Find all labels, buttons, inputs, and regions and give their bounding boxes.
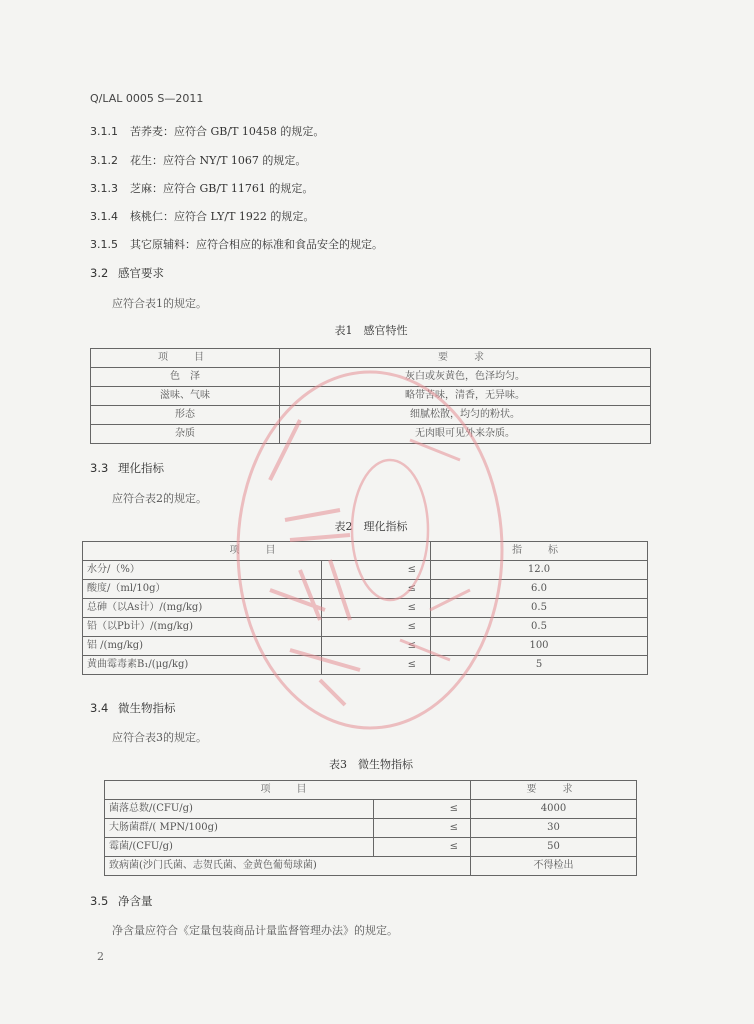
row-requirement: 细腻松散，均匀的粉状。: [280, 406, 651, 425]
clause-3-1-1: [90, 123, 324, 139]
row-item: 致病菌(沙门氏菌、志贺氏菌、金黄色葡萄球菌): [105, 857, 471, 876]
header-index: 指 标: [431, 542, 648, 561]
clause-text: 芝麻：应符合 GB/T 11761 的规定。: [130, 182, 314, 195]
row-operator: ≤: [322, 561, 431, 580]
table-row: [105, 857, 637, 876]
row-operator: ≤: [322, 637, 431, 656]
header-item: 项 目: [83, 542, 431, 561]
row-value: 12.0: [431, 561, 648, 580]
table2-caption: 表2 理化指标: [334, 520, 408, 533]
header-requirement: 要 求: [471, 781, 637, 800]
row-item: 色 泽: [91, 368, 280, 387]
table-row: [83, 599, 648, 618]
clause-text: 花生：应符合 NY/T 1067 的规定。: [130, 154, 307, 167]
row-item: 大肠菌群/( MPN/100g): [105, 819, 374, 838]
section-number: 3.3: [90, 461, 109, 475]
table-row: [91, 387, 651, 406]
section-title: 理化指标: [118, 461, 164, 475]
section-title: 微生物指标: [118, 701, 176, 715]
table1-caption: 表1 感官特性: [334, 324, 408, 337]
clause-3-1-2: [90, 152, 306, 168]
row-operator: ≤: [374, 800, 471, 819]
clause-text: 其它原辅料：应符合相应的标准和食品安全的规定。: [130, 238, 383, 251]
row-value: 30: [471, 819, 637, 838]
table-header-row: [91, 349, 651, 368]
table-row: [83, 618, 648, 637]
row-item: 形态: [91, 406, 280, 425]
section-number: 3.4: [90, 701, 109, 715]
row-item: 铝 /(mg/kg): [83, 637, 322, 656]
table-row: [83, 637, 648, 656]
sensory-table: [90, 348, 651, 444]
table3-caption: 表3 微生物指标: [329, 758, 413, 771]
table-header-row: [105, 781, 637, 800]
clause-3-1-3: [90, 180, 313, 196]
row-item: 黄曲霉毒素B₁/(μg/kg): [83, 656, 322, 675]
row-requirement: 无肉眼可见外来杂质。: [280, 425, 651, 444]
clause-text: 苦荞麦：应符合 GB/T 10458 的规定。: [130, 125, 325, 138]
clause-text: 核桃仁：应符合 LY/T 1922 的规定。: [130, 210, 315, 223]
section-3-5-text: 净含量应符合《定量包装商品计量监督管理办法》的规定。: [112, 924, 398, 937]
row-operator: ≤: [322, 656, 431, 675]
table-row: [105, 838, 637, 857]
row-requirement: 灰白或灰黄色，色泽均匀。: [280, 368, 651, 387]
row-item: 酸度/（ml/10g）: [83, 580, 322, 599]
row-item: 杂质: [91, 425, 280, 444]
row-operator: ≤: [322, 618, 431, 637]
row-value: 100: [431, 637, 648, 656]
clause-number: 3.1.5: [90, 238, 118, 251]
row-item: 总砷（以As计）/(mg/kg): [83, 599, 322, 618]
microbial-table: [104, 780, 637, 876]
row-value: 不得检出: [471, 857, 637, 876]
row-item: 水分/（%）: [83, 561, 322, 580]
table-row: [83, 656, 648, 675]
table-row: [83, 561, 648, 580]
row-operator: ≤: [322, 580, 431, 599]
row-item: 霉菌/(CFU/g): [105, 838, 374, 857]
row-value: 0.5: [431, 599, 648, 618]
table-row: [91, 425, 651, 444]
section-number: 3.2: [90, 266, 109, 280]
header-requirement: 要 求: [280, 349, 651, 368]
row-value: 6.0: [431, 580, 648, 599]
clause-3-1-4: [90, 208, 314, 224]
table-header-row: [83, 542, 648, 561]
table-row: [91, 406, 651, 425]
row-value: 4000: [471, 800, 637, 819]
table-row: [91, 368, 651, 387]
table-row: [105, 800, 637, 819]
section-3-2-text: 应符合表1的规定。: [112, 297, 207, 310]
row-item: 滋味、气味: [91, 387, 280, 406]
clause-number: 3.1.2: [90, 154, 118, 167]
row-value: 5: [431, 656, 648, 675]
row-value: 50: [471, 838, 637, 857]
physicochemical-table: [82, 541, 648, 675]
section-3-4-heading: [90, 700, 176, 716]
row-operator: ≤: [374, 838, 471, 857]
table-row: [105, 819, 637, 838]
section-3-3-heading: [90, 460, 164, 476]
clause-number: 3.1.3: [90, 182, 118, 195]
section-3-3-text: 应符合表2的规定。: [112, 492, 207, 505]
row-value: 0.5: [431, 618, 648, 637]
row-requirement: 略带苦味，清香，无异味。: [280, 387, 651, 406]
row-item: 铅（以Pb计）/(mg/kg): [83, 618, 322, 637]
clause-number: 3.1.1: [90, 125, 118, 138]
header-item: 项 目: [105, 781, 471, 800]
clause-3-1-5: [90, 236, 383, 252]
section-3-2-heading: [90, 265, 164, 281]
table-row: [83, 580, 648, 599]
section-number: 3.5: [90, 894, 109, 908]
document-code: Q/LAL 0005 S—2011: [90, 92, 204, 105]
section-title: 感官要求: [118, 266, 164, 280]
section-3-5-heading: [90, 893, 153, 909]
header-item: 项 目: [91, 349, 280, 368]
page-number: 2: [97, 950, 104, 963]
section-title: 净含量: [118, 894, 153, 908]
row-item: 菌落总数/(CFU/g): [105, 800, 374, 819]
clause-number: 3.1.4: [90, 210, 118, 223]
row-operator: ≤: [374, 819, 471, 838]
section-3-4-text: 应符合表3的规定。: [112, 731, 207, 744]
row-operator: ≤: [322, 599, 431, 618]
